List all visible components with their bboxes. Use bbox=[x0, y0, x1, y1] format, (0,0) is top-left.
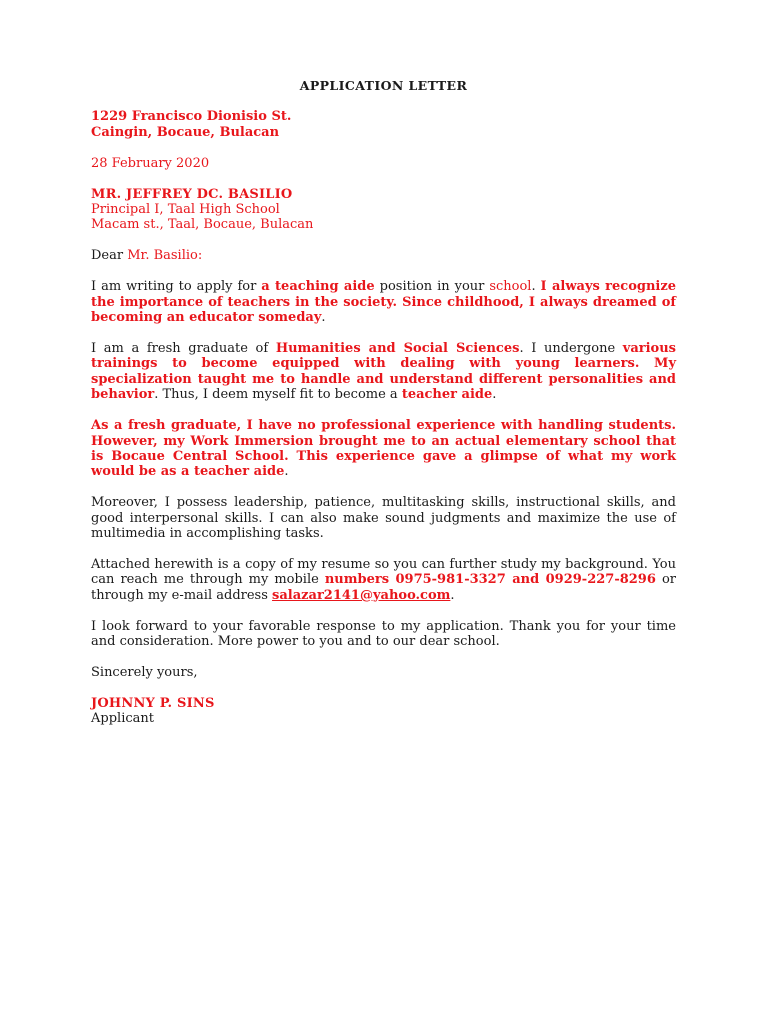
paragraph-closing: I look forward to your favorable response to my application. Thank you for your time and consideration. More power to you and to our dear school. bbox=[91, 618, 676, 650]
salutation bbox=[91, 248, 676, 263]
p2-highlight-role: teacher aide bbox=[401, 387, 493, 403]
p5-text: Attached herewith is a copy of my resume so you can further study my background. You can reach me through my mobile bbox=[91, 556, 676, 588]
p5-text: . bbox=[450, 587, 455, 603]
sender-city: Caingin, Bocaue, Bulacan bbox=[91, 124, 280, 140]
p2-highlight-training: various trainings to become equipped with dealing with young learners. My specialization taught me to handle and understand different personalities and behavior bbox=[91, 340, 677, 403]
sender-street: 1229 Francisco Dionisio St. bbox=[91, 109, 292, 125]
recipient-address: Macam st., Taal, Bocaue, Bulacan bbox=[91, 217, 314, 233]
p2-highlight-strand: Humanities and Social Sciences bbox=[275, 340, 520, 356]
paragraph-education bbox=[91, 341, 676, 403]
signature-name: JOHNNY P. SINS bbox=[91, 695, 215, 711]
p1-text: . bbox=[321, 310, 326, 326]
p2-text: I am a fresh graduate of bbox=[91, 340, 276, 356]
sender-address bbox=[91, 109, 676, 140]
recipient-name: MR. JEFFREY DC. BASILIO bbox=[91, 186, 293, 202]
p1-highlight-position: a teaching aide bbox=[261, 279, 375, 295]
letter-date: 28 February 2020 bbox=[91, 155, 210, 171]
p1-highlight-school: school bbox=[489, 279, 532, 295]
p2-text: . I undergone bbox=[519, 340, 623, 356]
salutation-dear: Dear bbox=[91, 248, 128, 264]
paragraph-contact bbox=[91, 557, 676, 603]
paragraph-intro bbox=[91, 279, 676, 325]
letter-title: APPLICATION LETTER bbox=[299, 78, 468, 93]
p1-highlight-motivation: I always recognize the importance of teachers in the society. Since childhood, I always dreamed of becoming an educator someday bbox=[91, 279, 676, 326]
p5-text: or through my e-mail address bbox=[91, 572, 676, 603]
p3-text: . bbox=[284, 464, 289, 480]
paragraph-skills: Moreover, I possess leadership, patience, multitasking skills, instructional skills, and good interpersonal skills. I can also make sound judgments and maximize the use of multimedia in accomplishing tasks. bbox=[91, 495, 676, 542]
signature-title: Applicant bbox=[91, 711, 154, 727]
p1-text: I am writing to apply for bbox=[91, 279, 262, 295]
recipient-block bbox=[91, 187, 676, 233]
closing-phrase: Sincerely yours, bbox=[91, 664, 198, 680]
phone-numbers: numbers 0975-981-3327 and 0929-227-8296 bbox=[324, 572, 656, 588]
p1-text: . bbox=[531, 279, 541, 295]
salutation-name: Mr. Basilio: bbox=[127, 248, 203, 264]
signature-block bbox=[91, 696, 676, 727]
email-link[interactable]: salazar2141@yahoo.com bbox=[272, 587, 451, 603]
paragraph-experience bbox=[91, 418, 676, 480]
p1-text: position in your bbox=[374, 279, 490, 295]
p3-highlight-experience: As a fresh graduate, I have no professional experience with handling students. However, my Work Immersion brought me to an actual elementary school that is Bocaue Central School. This experience gave a glimpse of what my work would be as a teacher aide bbox=[91, 418, 676, 480]
p2-text: . Thus, I deem myself fit to become a bbox=[154, 387, 402, 403]
recipient-position: Principal I, Taal High School bbox=[91, 202, 280, 218]
p2-text: . bbox=[492, 387, 497, 403]
